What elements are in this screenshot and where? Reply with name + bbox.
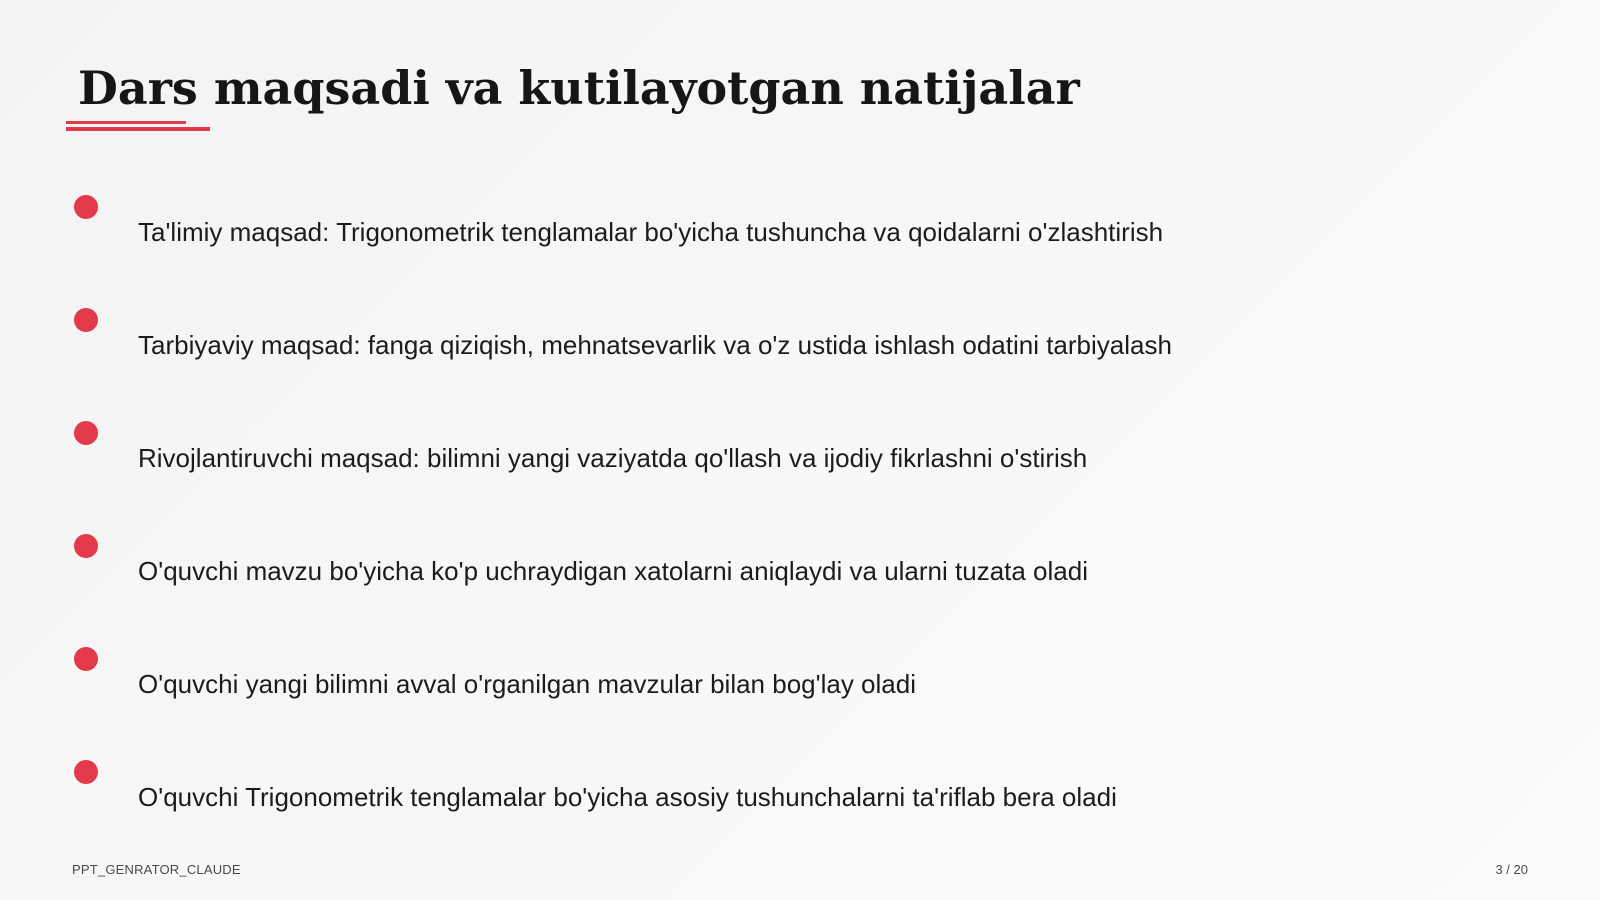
list-item: [72, 195, 1472, 265]
bullet-text: Tarbiyaviy maqsad: fanga qiziqish, mehnatsevarlik va o'z ustida ishlash odatini tarbiyalash: [138, 330, 1172, 360]
slide-title: Dars maqsadi va kutilayotgan natijalar: [78, 61, 1080, 115]
bullet-text: O'quvchi Trigonometrik tenglamalar bo'yicha asosiy tushunchalarni ta'riflab bera oladi: [138, 782, 1117, 812]
bullet-text: Rivojlantiruvchi maqsad: bilimni yangi vaziyatda qo'llash va ijodiy fikrlashni o'stirish: [138, 443, 1088, 473]
bullet-text: Ta'limiy maqsad: Trigonometrik tenglamalar bo'yicha tushuncha va qoidalarni o'zlashtirish: [138, 217, 1164, 247]
list-item: [72, 760, 1472, 830]
title-underline-thin-bar: [66, 121, 186, 124]
bullet-text: O'quvchi mavzu bo'yicha ko'p uchraydigan xatolarni aniqlaydi va ularni tuzata oladi: [138, 556, 1088, 586]
bullet-dot-icon: [74, 534, 98, 558]
bullet-text: O'quvchi yangi bilimni avval o'rganilgan mavzular bilan bog'lay oladi: [138, 669, 916, 699]
title-underline-thick-bar: [66, 127, 210, 131]
bullet-dot-icon: [74, 308, 98, 332]
list-item: [72, 308, 1472, 378]
bullet-dot-icon: [74, 195, 98, 219]
title-underline: [66, 121, 210, 132]
page-number: 3 / 20: [1495, 862, 1528, 877]
bullet-dot-icon: [74, 647, 98, 671]
footer-generator-label: PPT_GENRATOR_CLAUDE: [72, 862, 241, 877]
list-item: [72, 647, 1472, 717]
bullet-dot-icon: [74, 421, 98, 445]
list-item: [72, 421, 1472, 491]
bullet-dot-icon: [74, 760, 98, 784]
list-item: [72, 534, 1472, 604]
